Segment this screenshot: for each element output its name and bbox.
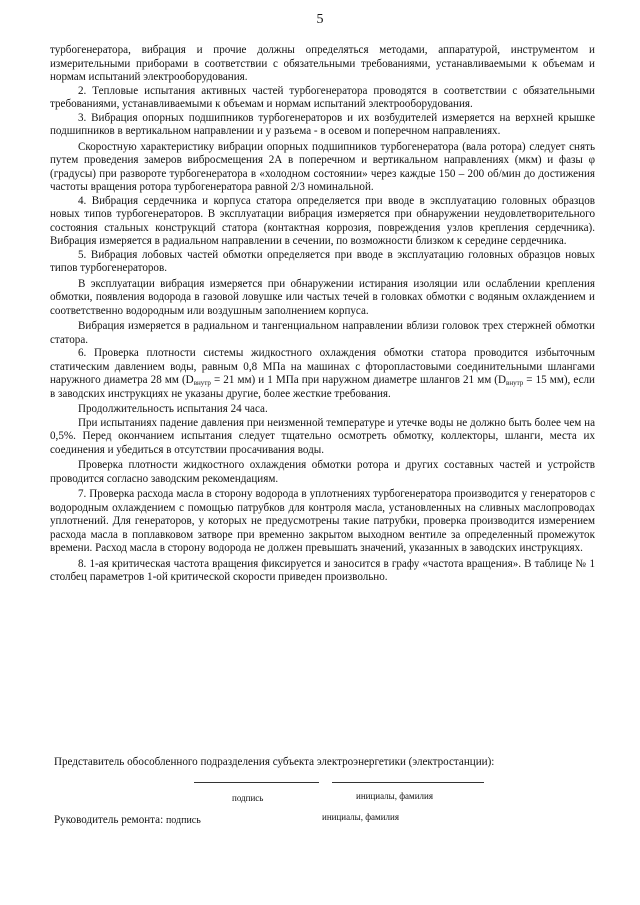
initials-caption: инициалы, фамилия xyxy=(356,791,433,801)
representative-label: Представитель обособленного подразделения субъекта электроэнергетики (электростанции): xyxy=(54,756,495,768)
paragraph-item-6 xyxy=(50,347,595,401)
paragraph-item-4: 4. Вибрация сердечника и корпуса статора определяется при вводе в эксплуатацию головных образцов новых типов турбогенераторов. В эксплуатации вибрация измеряется при обнаружении неудовлетворительного состояния стальных конструкций статора (контактная коррозия, повреждения узлов крепления сердечника). Вибрация измеряется в радиальном направлении в сечении, по возможности близком к середине сердечника. xyxy=(50,194,595,247)
paragraph-rotor-cooling: Проверка плотности жидкостного охлаждения обмотки ротора и других составных частей и устройств проводится согласно заводским рекомендациям. xyxy=(50,459,595,485)
paragraph-item-7: 7. Проверка расхода масла в сторону водорода в уплотнениях турбогенератора производится у генераторов с водородным охлаждением с помощью патрубков для контроля масла, установленных на сливных маслопроводах уплотнений. Для генераторов, у которых не предусмотрены такие патрубки, проверка производится измерением расхода масла в поплавковом затворе при временно закрытом выходном вентиле за определенный промежуток времени. Расход масла в сторону водорода не должен превышать значений, указанных в заводских инструкциях. xyxy=(50,488,595,554)
paragraph-item-5: 5. Вибрация лобовых частей обмотки определяется при вводе в эксплуатацию головных образцов новых типов турбогенераторов. xyxy=(50,248,595,274)
p6-subscript-1: внутр xyxy=(193,379,211,387)
repair-head-line xyxy=(54,814,201,826)
p6-subscript-2: внутр xyxy=(506,379,524,387)
signature-lines xyxy=(194,782,484,783)
repair-head-initials-caption: инициалы, фамилия xyxy=(322,812,399,822)
initials-line xyxy=(332,782,484,783)
page-number: 5 xyxy=(316,12,324,27)
signature-line xyxy=(194,782,319,783)
document-body xyxy=(50,44,595,585)
paragraph-radial-vibration: Вибрация измеряется в радиальном и тангенциальном направлении вблизи головок трех стержней обмотки статора. xyxy=(50,320,595,346)
paragraph-item-8: 8. 1-ая критическая частота вращения фиксируется и заносится в графу «частота вращения». В таблице № 1 столбец параметров 1-ой критической скорости приведен произвольно. xyxy=(50,557,595,583)
p6-text-3: = 15 мм), если в заводских инструкциях не указаны другие, более жесткие требования. xyxy=(50,374,595,400)
repair-head-label: Руководитель ремонта: xyxy=(54,814,164,826)
paragraph-item-3: 3. Вибрация опорных подшипников турбогенераторов и их возбудителей измеряется на верхней крышке подшипников в вертикальном направлении и у разъема - в осевом и поперечном направлениях. xyxy=(50,111,595,137)
p6-text-1: 6. Проверка плотности системы жидкостного охлаждения обмотки статора проводится избыточным статическим давлением воды, равным 0,8 МПа на машинах с фторопластовыми соединительными шлангами наружного диаметра 28 мм (D xyxy=(50,347,595,386)
paragraph-test-duration: Продолжительность испытания 24 часа. xyxy=(78,403,268,415)
paragraph-speed-characteristic: Скоростную характеристику вибрации опорных подшипников турбогенератора (вала ротора) следует снять путем проведения замеров вибросмещения 2А в поперечном и вертикальном направлениях (мкм) и фазы φ (градусы) при развороте турбогенератора в «холодном состоянии» через каждые 150 – 200 об/мин до достижения частоты вращения ротора турбогенератора равной 2/3 номинальной. xyxy=(50,140,595,193)
paragraph-operation-vibration: В эксплуатации вибрация измеряется при обнаружении истирания изоляции или ослаблении крепления обмотки, появления водорода в газовой ловушке или частых течей в головках обмотки с водяным охлаждением и соответственно водородным или воздушным заполнением корпуса. xyxy=(50,277,595,317)
p6-text-2: = 21 мм) и 1 МПа при наружном диаметре шлангов 21 мм (D xyxy=(210,374,507,386)
paragraph-pressure-drop: При испытаниях падение давления при неизменной температуре и утечке воды не должно быть более чем на 0,5%. Перед окончанием испытания следует тщательно осмотреть обмотку, коллекторы, шланги, места их соединения и убедиться в отсутствии просачивания воды. xyxy=(50,416,595,456)
paragraph-continuation: турбогенератора, вибрация и прочие должны определяться методами, аппаратурой, инструментом и измерительными приборами в соответствии с обязательными требованиями, устанавливаемыми к объемам и нормам испытаний электрооборудования. xyxy=(50,44,595,83)
signature-caption: подпись xyxy=(232,793,264,803)
repair-head-signature-caption: подпись xyxy=(165,815,201,826)
paragraph-item-2: 2. Тепловые испытания активных частей турбогенератора проводятся в соответствии с обязательными требованиями, устанавливаемыми к объемам и нормам испытаний электрооборудования. xyxy=(50,84,595,110)
